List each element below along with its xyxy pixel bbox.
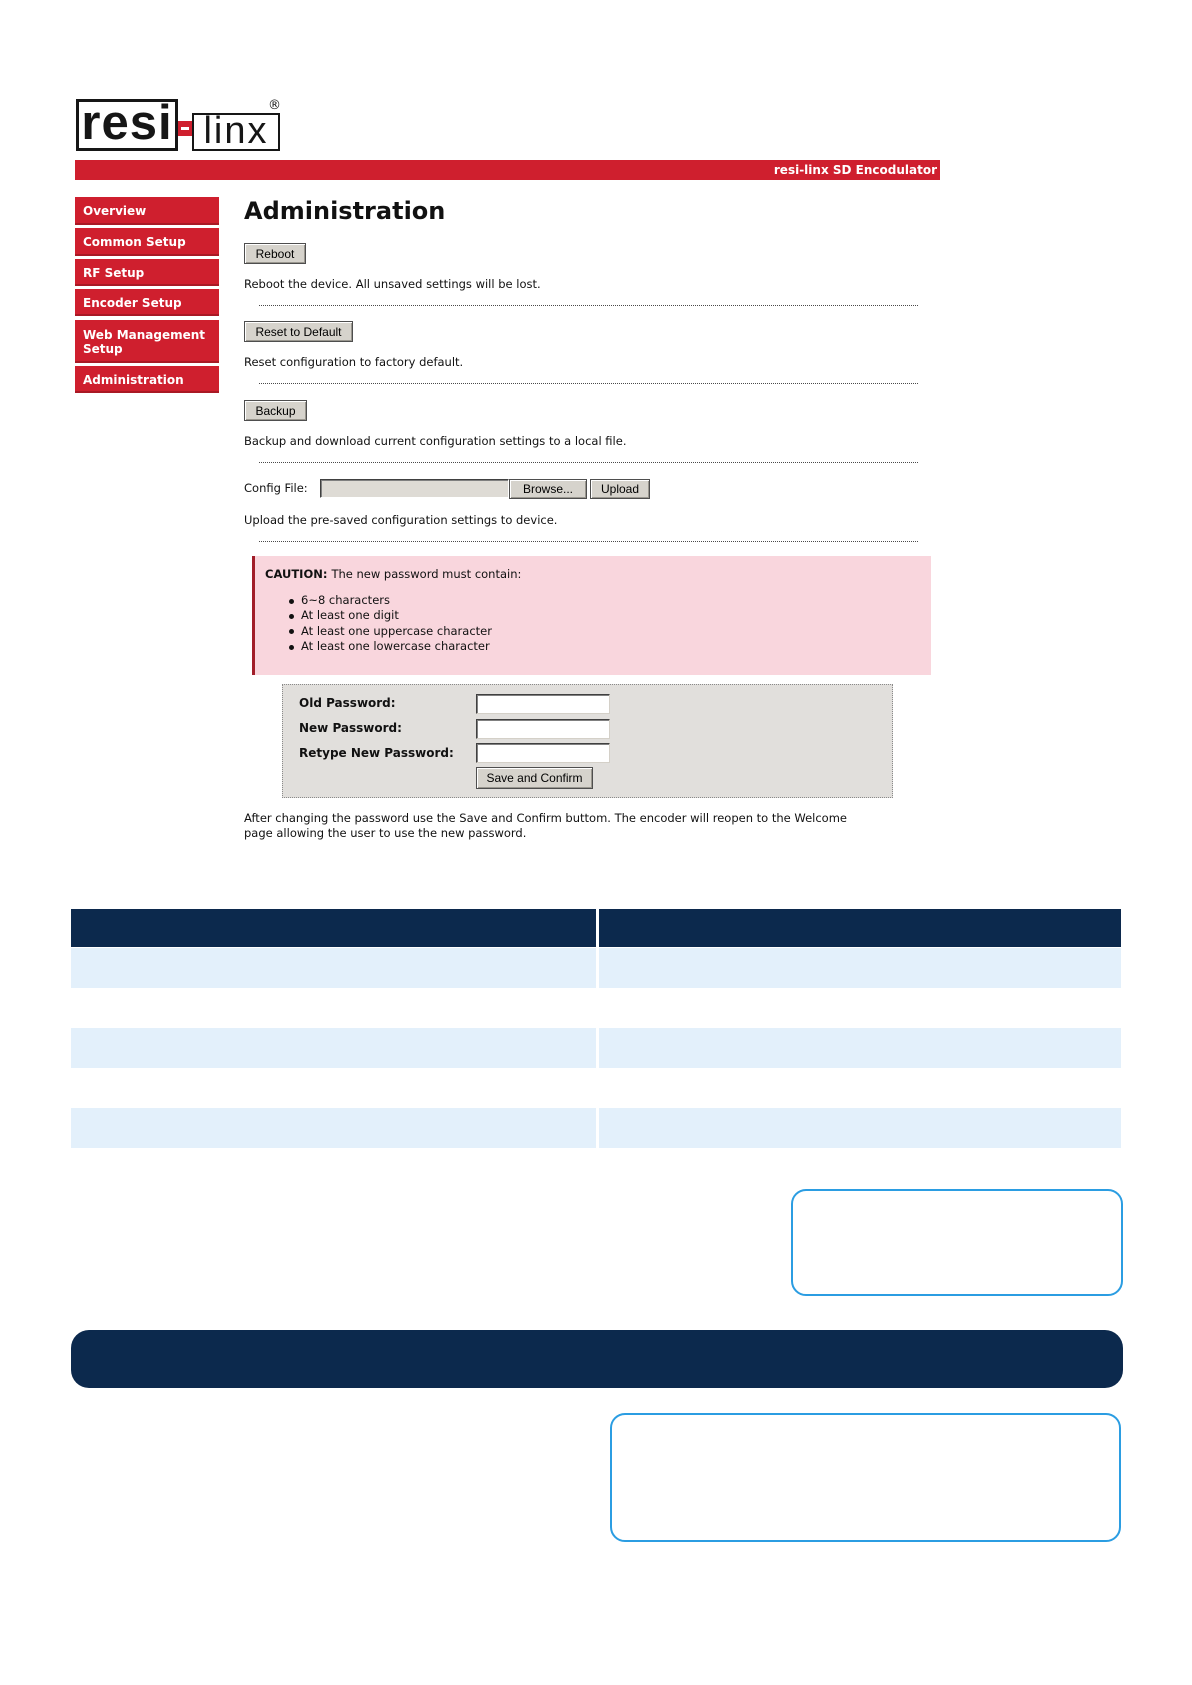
section-divider <box>259 383 918 384</box>
logo-wordmark-bold: resi <box>76 99 178 151</box>
rule-text: At least one uppercase character <box>301 623 492 638</box>
section-divider <box>259 541 918 542</box>
rule-text: At least one lowercase character <box>301 639 490 654</box>
backup-description: Backup and download current configuration settings to a local file. <box>244 434 627 448</box>
product-header-bar <box>75 160 940 180</box>
new-password-label: New Password: <box>299 721 402 735</box>
bullet-icon <box>289 645 294 650</box>
page-title: Administration <box>244 197 446 225</box>
table-cell <box>599 948 1121 988</box>
password-note-line: After changing the password use the Save and Confirm buttom. The encoder will reopen to the Welcome <box>244 811 847 825</box>
config-file-input[interactable] <box>320 479 509 498</box>
backup-button[interactable]: Backup <box>244 400 307 421</box>
table-cell <box>71 1028 596 1068</box>
table-cell <box>71 988 596 1028</box>
manual-table <box>71 909 1121 1148</box>
list-item <box>289 593 492 608</box>
section-divider <box>259 305 918 306</box>
sidebar-item-overview[interactable]: Overview <box>75 197 219 225</box>
note-box <box>610 1413 1121 1542</box>
table-header-cell <box>71 909 596 948</box>
note-box <box>791 1189 1123 1296</box>
reboot-button[interactable]: Reboot <box>244 243 306 264</box>
password-note-line: page allowing the user to use the new password. <box>244 826 527 841</box>
sidebar-item-web-management-setup[interactable]: Web Management Setup <box>75 320 219 363</box>
bullet-icon <box>289 614 294 619</box>
product-name: resi-linx SD Encodulator <box>773 163 937 177</box>
old-password-field[interactable] <box>476 694 610 714</box>
config-file-label: Config File: <box>244 481 308 495</box>
caution-box <box>252 556 931 675</box>
retype-password-field[interactable] <box>476 743 610 763</box>
table-cell <box>599 1028 1121 1068</box>
table-cell <box>71 1068 596 1108</box>
password-form <box>282 684 893 798</box>
table-cell <box>71 948 596 988</box>
logo-wordmark-light: linx <box>192 113 280 151</box>
table-header-cell <box>599 909 1121 948</box>
password-rules-list <box>289 593 492 655</box>
table-cell <box>599 1068 1121 1108</box>
table-cell <box>599 988 1121 1028</box>
reboot-description: Reboot the device. All unsaved settings will be lost. <box>244 277 541 291</box>
section-divider <box>259 462 918 463</box>
sidebar-item-encoder-setup[interactable]: Encoder Setup <box>75 289 219 316</box>
bullet-icon <box>289 629 294 634</box>
logo-hyphen-bar <box>181 127 189 130</box>
password-note <box>244 811 847 841</box>
sidebar-item-administration[interactable]: Administration <box>75 366 219 393</box>
new-password-field[interactable] <box>476 719 610 739</box>
section-banner <box>71 1330 1123 1388</box>
retype-password-label: Retype New Password: <box>299 746 454 760</box>
sidebar-item-rf-setup[interactable]: RF Setup <box>75 259 219 286</box>
rule-text: At least one digit <box>301 608 399 623</box>
browse-button[interactable]: Browse... <box>509 479 587 499</box>
table-cell <box>71 1108 596 1148</box>
reset-description: Reset configuration to factory default. <box>244 355 464 369</box>
logo-hyphen-mark <box>178 121 192 136</box>
caution-heading-line <box>265 566 521 582</box>
old-password-label: Old Password: <box>299 696 396 710</box>
registered-mark: ® <box>268 98 281 113</box>
save-and-confirm-button[interactable]: Save and Confirm <box>476 767 593 789</box>
table-cell <box>599 1108 1121 1148</box>
sidebar-item-common-setup[interactable]: Common Setup <box>75 228 219 256</box>
upload-description: Upload the pre-saved configuration settings to device. <box>244 513 558 527</box>
bullet-icon <box>289 599 294 604</box>
list-item <box>289 639 492 654</box>
list-item <box>289 624 492 639</box>
list-item <box>289 608 492 623</box>
brand-logo <box>76 96 281 152</box>
caution-text: The new password must contain: <box>331 567 522 581</box>
reset-to-default-button[interactable]: Reset to Default <box>244 321 353 342</box>
rule-text: 6~8 characters <box>301 593 390 607</box>
caution-label: CAUTION: <box>265 567 328 581</box>
upload-button[interactable]: Upload <box>590 479 650 499</box>
